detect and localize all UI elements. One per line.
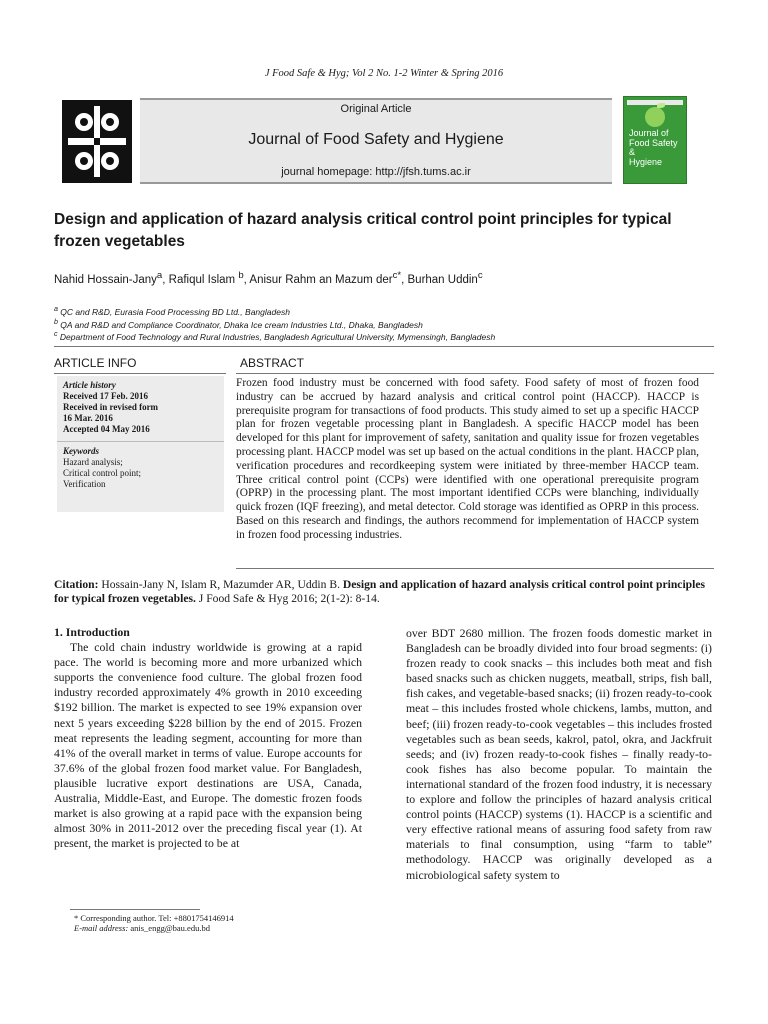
- divider: [54, 346, 714, 347]
- keyword: Verification: [63, 479, 106, 489]
- divider: [236, 568, 714, 569]
- journal-cover-thumbnail: [623, 96, 687, 184]
- keywords-label: Keywords: [63, 446, 99, 456]
- affiliation: $^a$ QC and R&D, Eurasia Food Processing BD Ltd., Bangladesh: [54, 305, 290, 317]
- keyword: Critical control point;: [63, 468, 141, 478]
- author-name: Nahid Hossain-Jany: [54, 273, 157, 286]
- author-sup: c: [477, 270, 483, 281]
- article-type: Original Article: [340, 103, 412, 115]
- article-info-heading: ARTICLE INFO: [54, 356, 137, 370]
- leaf-icon: [657, 103, 665, 108]
- history-label: Article history: [63, 380, 116, 390]
- journal-banner: [140, 98, 612, 184]
- history-item: Received in revised form: [63, 402, 159, 412]
- intro-column-1: [54, 625, 362, 851]
- running-head: J Food Safe & Hyg; Vol 2 No. 1-2 Winter & Spring 2016: [264, 68, 504, 79]
- divider: [236, 373, 714, 374]
- body-paragraph: over BDT 2680 million. The frozen foods domestic market in Bangladesh can be broadly divided into four broad segments: (i) frozen ready to cook snacks – this includes both meat and fish based snacks such as chicken nuggets, meatball, strips, fish ball, fish cakes, and vegetable-based snacks; (ii) frozen ready-to-cook meat – this includes frosted whole chickens, lambs, mutton, and beef; (iii) frozen ready-to-cook vegetables – this includes frosted vegetables such as bean seeds, kakrol, patol, okra, and Jackfruit seeds; and (iv) frozen ready-to-cook fishes – finally ready-to-cook fishes has also become popular. To maintain the international standard of the frozen food industry, it is necessary to explore and follow the principles of hazard analysis critical control points (HACCP) systems (1). HACCP is a scientific and very effective rational means of assuring food safety from raw materials to final consumption, using “farm to table” methodology. HACCP was originally developed as a microbiological safety system to: [406, 626, 712, 882]
- publisher-logo-icon: [62, 100, 132, 183]
- journal-homepage-link[interactable]: journal homepage: http://jfsh.tums.ac.ir: [281, 166, 471, 178]
- affiliation: $^c$ Department of Food Technology and Rural Industries, Bangladesh Agricultural University, Mymensingh, Bangladesh: [54, 330, 496, 342]
- author-sup: c*: [392, 270, 402, 281]
- history-item: Received 17 Feb. 2016: [63, 391, 148, 401]
- author-sup: b: [238, 270, 244, 281]
- cover-title: Journal of Food Safety & Hygiene: [629, 128, 678, 167]
- history-item: Accepted 04 May 2016: [63, 424, 150, 434]
- abstract-heading: ABSTRACT: [240, 356, 305, 370]
- footnote: * Corresponding author. Tel: +8801754146914 E-mail address: anis_engg@bau.edu.bd: [74, 913, 234, 933]
- article-info-box: [57, 376, 224, 512]
- section-heading: 1. Introduction: [54, 625, 130, 639]
- author-list: Nahid Hossain-Jany$^a$, Rafiqul Islam $^b$, Anisur Rahm an Mazum der$^{c*}$, Burhan Uddin$^c$: [54, 270, 483, 286]
- body-paragraph: The cold chain industry worldwide is growing at a rapid pace. The world is becoming more and more urbanized which supports the convenience food culture. The global frozen food industry recorded approximately 4% growth in 2010 exceeding $192 billion. The market is expected to see 19% expansion over next 5 years exceeding $228 billion by the end of 2015. Frozen meat represents the leading segment, accounting for more than 41% of the overall market in terms of value. Europe accounts for 37.6% of the global frozen food market value. For Bangladesh, plausible lucrative export destinations are USA, Canada, Australia, Middle-East, and Europe. The domestic frozen foods market is also growing at a rapid pace with the expansion being almost 30% in 2011-2012 over the preceding fiscal year (1). At present, the market is projected to be at: [54, 640, 362, 851]
- citation: Citation: Hossain-Jany N, Islam R, Mazumder AR, Uddin B. Design and application of hazard analysis critical control point principles for typical frozen vegetables. J Food Safe & Hyg 2016; 2(1-2): 8-14.: [54, 578, 705, 605]
- corresponding-author: * Corresponding author. Tel: +8801754146914: [74, 913, 234, 923]
- keyword: Hazard analysis;: [63, 457, 123, 467]
- apple-icon: [645, 107, 665, 127]
- intro-column-2: [406, 626, 712, 883]
- footnote-rule: [70, 909, 200, 910]
- author-name: Anisur Rahm an Mazum der: [249, 273, 393, 286]
- history-item: 16 Mar. 2016: [63, 413, 113, 423]
- author-name: Rafiqul Islam: [168, 273, 239, 286]
- cover-strip: [627, 100, 683, 105]
- author-name: Burhan Uddin: [407, 273, 478, 286]
- email-link[interactable]: anis_engg@bau.edu.bd: [128, 923, 210, 933]
- paper-title: Design and application of hazard analysis critical control point principles for typical frozen vegetables: [54, 211, 672, 250]
- journal-title: Journal of Food Safety and Hygiene: [248, 131, 504, 148]
- divider: [54, 373, 226, 374]
- author-sup: a: [156, 270, 163, 281]
- affiliation: $^b$ QA and R&D and Compliance Coordinator, Dhaka Ice cream Industries Ltd., Dhaka, Bangladesh: [54, 318, 423, 330]
- abstract-text: Frozen food industry must be concerned with food safety. Food safety of most of frozen food industry can be accrued by hazard analysis and critical control point (HACCP). HACCP is prerequisite program for transactions of food products. This study aimed to set up a specific HACCP plan for frozen vegetable processing plant in Bangladesh. A specific HACCP model has been developed for this plant for improvement of safety, sanitation and quality issue for frozen vegetables processing plant. HACCP model was set up based on the actual conditions in the plant. HACCP plan, verification procedures and recordkeeping system were initiated by three-member HACCP team. Three critical control point (CCPs) were identified with one operational prerequisite program (OPRP) in the processing plant. The most important identified CCPs were blanching, individually quick frozen (IQF freezing), and metal detector. Cold storage was identified as OPRP in this process. Based on this research and findings, the authors recommend for implementation of HACCP system in frozen food processing industries.: [236, 377, 699, 541]
- divider: [57, 441, 224, 442]
